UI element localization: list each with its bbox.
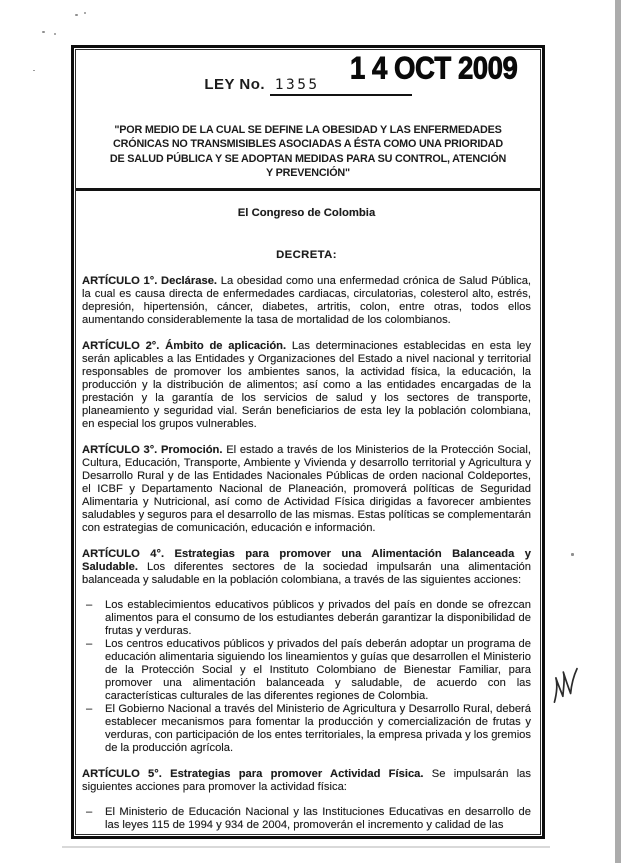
document-frame (71, 45, 545, 839)
article-2 (82, 340, 531, 431)
list-item (82, 806, 531, 832)
congress-line: El Congreso de Colombia (237, 207, 376, 219)
article-5 (82, 768, 531, 794)
article-1-text: La obesidad como una enfermedad crónica de Salud Pública, la cual es causa directa de enfermedades cardiacas, circulatorias, colesterol alto, estrés, depresión, hipertensión, cáncer, diabetes, artritis, colon, entre otras, todos ellos aumentando considerablemente la tasa de mortalidad de los colombianos. (82, 275, 532, 326)
article-2-text: Las determinaciones establecidas en esta ley serán aplicables a las Entidades y Organizaciones del Estado a nivel nacional y territorial responsables de promover los ambientes sanos, la actividad física, la educación, la producción y la distribución de alimentos; así como a las entidades encargadas de la prestación y la garantía de los servicios de salud y los sectores de transporte, planeamiento y seguridad vial. Serán beneficiarios de esta ley la población colombiana, en especial los grupos vulnerables. (82, 340, 531, 430)
list-item (82, 638, 531, 703)
scan-noise-dot (33, 70, 35, 71)
law-label: LEY No. (204, 76, 266, 93)
title-line: DE SALUD PÚBLICA Y SE ADOPTAN MEDIDAS PARA SU CONTROL, ATENCIÓN (109, 152, 507, 165)
article-1-heading: ARTÍCULO 1°. Declárase. (82, 275, 218, 287)
article-4-heading: ARTÍCULO 4°. Estrategias para promover una Alimentación Balanceada y Saludable. (82, 548, 531, 573)
article-5-text: Se impulsarán las siguientes acciones para promover la actividad física: (82, 768, 531, 793)
handwritten-initials-scribble-icon (546, 663, 585, 712)
scan-noise-dot (84, 12, 86, 14)
article-3 (82, 444, 531, 535)
title-line: Y PREVENCIÓN" (266, 167, 350, 180)
list-item-text: Los establecimientos educativos públicos y privados del país en donde se ofrezcan alimentos para el consumo de los estudiantes deberán garantizar la disponibilidad de frutas y verduras. (105, 599, 531, 637)
document-header (76, 50, 540, 191)
title-line: "POR MEDIO DE LA CUAL SE DEFINE LA OBESIDAD Y LAS ENFERMEDADES (114, 124, 502, 136)
article-2-heading: ARTÍCULO 2°. Ámbito de aplicación. (82, 340, 287, 352)
list-item-text: El Ministerio de Educación Nacional y las Instituciones Educativas en desarrollo de las leyes 115 de 1994 y 934 de 2004, promoverán el incremento y calidad de las (105, 806, 531, 831)
article-5-bullet-list (82, 806, 531, 832)
article-3-heading: ARTÍCULO 3°. Promoción. (82, 444, 223, 456)
list-item (82, 703, 531, 755)
article-1 (82, 275, 531, 327)
list-item (82, 599, 531, 638)
document-title (76, 123, 540, 181)
scan-noise-dot (571, 553, 574, 556)
article-4-bullet-list (82, 599, 531, 755)
list-item-text: El Gobierno Nacional a través del Ministerio de Agricultura y Desarrollo Rural, deberá establecer mecanismos para fomentar la producción y comercialización de frutas y verduras, con participación de los entes territoriales, la empresa privada y los gremios de la producción agrícola. (105, 703, 531, 754)
scan-noise-dot (75, 14, 78, 16)
article-4 (82, 548, 531, 587)
article-5-heading: ARTÍCULO 5°. Estrategias para promover Actividad Física. (82, 768, 424, 780)
scan-smudge-line (62, 846, 550, 848)
dash-marker: – (86, 703, 93, 715)
article-4-text: Los diferentes sectores de la sociedad impulsarán una alimentación balanceada y saludable en la población colombiana, a través de las siguientes acciones: (82, 561, 532, 586)
dash-marker: – (86, 806, 93, 818)
date-stamp: 1 4 OCT 2009 (350, 51, 518, 87)
title-line: CRÓNICAS NO TRANSMISIBLES ASOCIADAS A ÉSTA COMO UNA PRIORIDAD (113, 138, 503, 151)
document-inner-border (75, 49, 541, 835)
dash-marker: – (86, 638, 93, 650)
article-3-text: El estado a través de los Ministerios de la Protección Social, Cultura, Educación, Transporte, Ambiente y Vivienda y desarrollo territorial y Agricultura y Desarrollo Rural y de las Entidades Nacionales Públicas de orden nacional Coldeportes, el ICBF y Departamento Nacional de Planeación, promoverá políticas de Seguridad Alimentaria y Nutricional, así como de Actividad Física dirigidas a favorecer ambientes saludables y seguros para el desarrollo de las mismas. Estas políticas se complementarán con estrategias de comunicación, educación e información. (82, 444, 531, 534)
dash-marker: – (86, 599, 93, 611)
document-body (76, 191, 540, 834)
scan-edge-shadow (615, 0, 621, 863)
decreta-line: DECRETA: (276, 249, 337, 261)
scan-noise-dot (42, 31, 45, 33)
list-item-text: Los centros educativos públicos y privados del país deberán adoptar un programa de educación alimentaria siguiendo los lineamientos y guías que desarrollen el Ministerio de la Protección Social y el Instituto Colombiano de Bienestar Familiar, para promover una alimentación balanceada y saludable, de acuerdo con las características culturales de las diferentes regiones de Colombia. (105, 638, 531, 702)
scan-noise-dot (54, 33, 56, 35)
law-number: 1355 (270, 77, 328, 96)
